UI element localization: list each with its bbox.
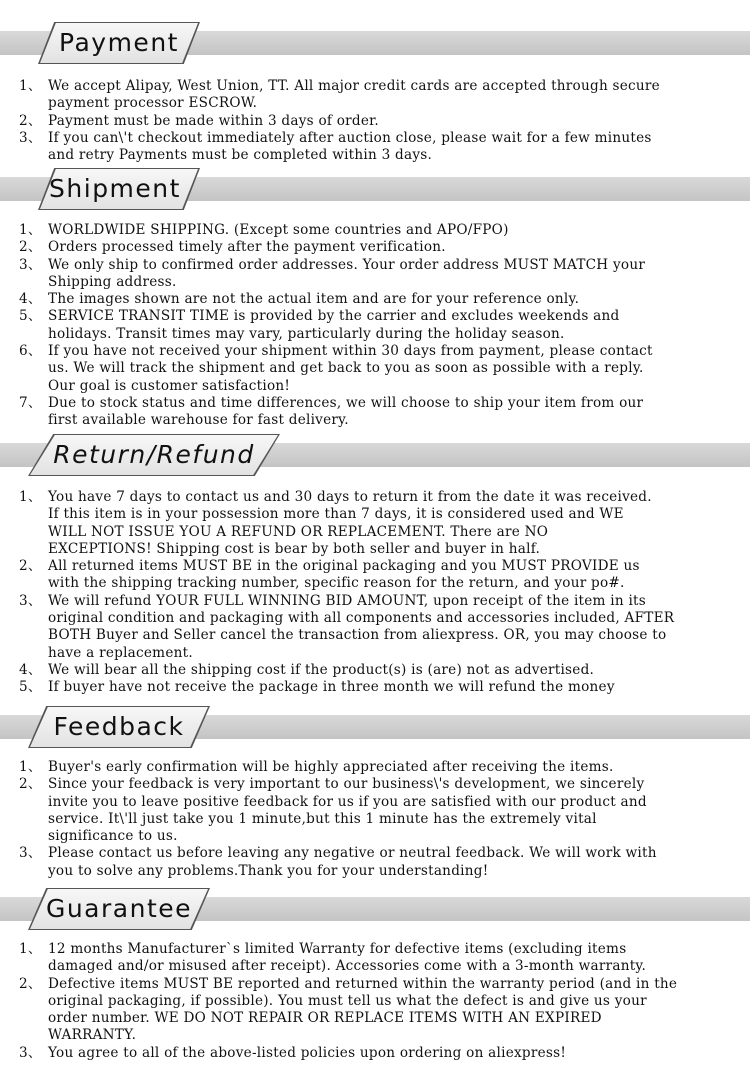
item-text: We accept Alipay, West Union, TT. All major credit cards are accepted through secure payment processor ESCROW. [48,78,660,112]
item-text: If you can\'t checkout immediately after auction close, please wait for a few minutes and retry Payments must be completed within 3 days. [48,129,652,164]
list-item [0,113,750,130]
section-title: Payment [59,28,179,57]
item-text: The images shown are not the actual item and are for your reference only. [48,291,580,308]
policy-list [0,759,750,880]
item-text: All returned items MUST BE in the original packaging and you MUST PROVIDE us with the shipping tracking number, specific reason for the return, and your po#. [48,558,640,592]
list-item [0,558,750,593]
item-text: Buyer's early confirmation will be highly appreciated after receiving the items. [48,759,614,775]
item-text: Orders processed timely after the payment verification. [48,239,446,256]
item-number: 1、 [19,941,42,957]
list-item [0,776,750,845]
item-text: Due to stock status and time differences, we will choose to ship your item from our first available warehouse for fast delivery. [48,394,644,429]
section-title: Shipment [49,174,181,203]
guarantee-section [0,886,750,1062]
item-number: 2、 [19,112,42,129]
item-number: 2、 [19,975,42,992]
list-item [0,679,750,696]
list-item [0,308,750,343]
list-item [0,845,750,880]
item-text: Defective items MUST BE reported and returned within the warranty period (and in the original packaging, if possible). You must tell us what the defect is and give us your order number. WE DO NOT REPAIR OR REPLACE ITEMS WITH AN EXPIRED WARRANTY. [48,975,678,1044]
section-banner [0,704,750,750]
item-number: 1、 [19,78,42,94]
item-number: 1、 [19,759,42,775]
item-text: We will refund YOUR FULL WINNING BID AMOUNT, upon receipt of the item in its original condition and packaging with all components and accessories included, AFTER BOTH Buyer and Seller cancel the transaction from aliexpress. OR, you may choose to have a replacement. [48,592,675,661]
item-number: 5、 [19,308,42,325]
item-number: 3、 [19,1044,42,1061]
item-text: We will bear all the shipping cost if the product(s) is (are) not as advertised. [48,661,595,678]
section-title: Guarantee [45,894,193,923]
item-text: We only ship to confirmed order addresses. Your order address MUST MATCH your Shipping address. [48,256,646,290]
list-item [0,239,750,256]
list-item [0,78,750,113]
policy-list [0,78,750,164]
list-item [0,343,750,395]
section-banner [0,432,750,478]
section-banner [0,20,750,66]
feedback-section [0,704,750,880]
item-number: 4、 [19,661,42,678]
list-item [0,759,750,776]
shipment-section [0,166,750,430]
item-number: 3、 [19,592,42,609]
item-number: 2、 [19,239,42,256]
list-item [0,489,750,558]
item-text: Since your feedback is very important to our business\'s development, we sincerely invite you to leave positive feedback for us if you are satisfied with our product and service. It\'ll just take you 1 minute,but this 1 minute has the extremely vital significance to us. [48,776,647,845]
return-refund-section [0,432,750,697]
item-text: You have 7 days to contact us and 30 days to return it from the date it was received. If this item is in your possession more than 7 days, it is considered used and WE WILL NOT ISSUE YOU A REFUND OR REPLACEMENT. There are NO EXCEPTIONS! Shipping cost is bear by both seller and buyer in half. [48,489,652,557]
payment-section [0,20,750,164]
item-number: 1、 [19,222,42,238]
item-text: SERVICE TRANSIT TIME is provided by the carrier and excludes weekends and holidays. Transit times may vary, particularly during the holiday season. [48,308,620,342]
list-item [0,593,750,662]
policy-list [0,222,750,430]
list-item [0,291,750,308]
item-number: 3、 [19,129,42,146]
list-item [0,257,750,292]
item-text: If you have not received your shipment within 30 days from payment, please contact us. We will track the shipment and get back to you as soon as possible with a reply. Our goal is customer satisfaction! [48,343,653,394]
item-text: You agree to all of the above-listed policies upon ordering on aliexpress! [48,1044,567,1061]
section-title: Feedback [53,712,185,741]
item-number: 2、 [19,558,42,575]
policy-list [0,941,750,1062]
item-number: 7、 [19,394,42,411]
item-number: 3、 [19,845,42,862]
item-number: 3、 [19,256,42,273]
item-text: 12 months Manufacturer`s limited Warranty for defective items (excluding items damaged and/or misused after receipt). Accessories come with a 3-month warranty. [48,941,647,975]
section-banner [0,166,750,212]
item-number: 2、 [19,776,42,793]
item-number: 4、 [19,291,42,308]
section-title: Return/Refund [53,440,255,469]
item-text: WORLDWIDE SHIPPING. (Except some countries and APO/FPO) [48,222,509,238]
item-number: 6、 [19,343,42,360]
item-text: Please contact us before leaving any negative or neutral feedback. We will work with you to solve any problems.Thank you for your understanding! [48,845,657,879]
item-text: Payment must be made within 3 days of order. [48,112,379,129]
item-number: 5、 [19,679,42,696]
item-number: 1、 [19,489,42,505]
list-item [0,222,750,239]
list-item [0,395,750,430]
item-text: If buyer have not receive the package in three month we will refund the money [48,679,615,696]
list-item [0,662,750,679]
policy-list [0,489,750,697]
section-banner [0,886,750,932]
list-item [0,976,750,1045]
list-item [0,130,750,165]
list-item [0,941,750,976]
list-item [0,1045,750,1062]
